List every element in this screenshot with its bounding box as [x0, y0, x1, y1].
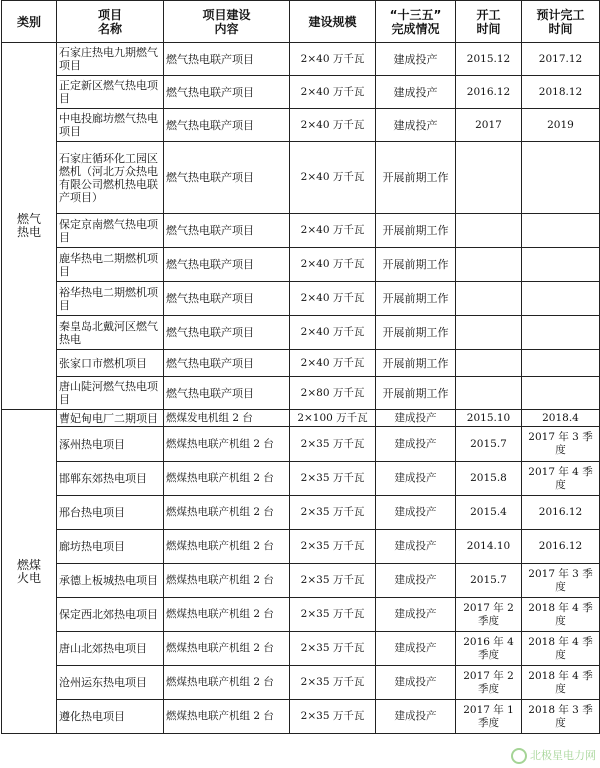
project-name-cell: 唐山北郊热电项目 — [57, 632, 164, 666]
finish-time-cell: 2016.12 — [522, 530, 600, 564]
finish-time-cell — [522, 142, 600, 214]
project-name-cell: 沧州运东热电项目 — [57, 666, 164, 700]
table-row — [2, 350, 600, 377]
category-coal-cell: 燃煤 火电 — [2, 410, 57, 734]
table-row — [2, 43, 600, 76]
watermark-text: 北极星电力网 — [530, 749, 596, 762]
project-status-cell: 开展前期工作 — [376, 316, 456, 350]
project-status-cell: 建成投产 — [376, 530, 456, 564]
table-row — [2, 76, 600, 109]
finish-time-cell: 2017 年 3 季度 — [522, 564, 600, 598]
finish-time-cell — [522, 316, 600, 350]
project-content-cell: 燃煤热电联产机组 2 台 — [164, 462, 290, 496]
project-scale-cell: 2×40 万千瓦 — [290, 282, 376, 316]
project-status-cell: 开展前期工作 — [376, 142, 456, 214]
finish-time-cell: 2018 年 3 季度 — [522, 700, 600, 734]
finish-time-cell: 2017 年 3 季度 — [522, 427, 600, 462]
start-time-cell — [456, 142, 522, 214]
project-status-cell: 建成投产 — [376, 109, 456, 142]
start-time-cell: 2015.7 — [456, 564, 522, 598]
project-name-cell: 裕华热电二期燃机项目 — [57, 282, 164, 316]
project-name-cell: 曹妃甸电厂二期项目 — [57, 410, 164, 427]
project-name-cell: 鹿华热电二期燃机项目 — [57, 248, 164, 282]
project-content-cell: 燃煤热电联产机组 2 台 — [164, 700, 290, 734]
project-content-cell: 燃气热电联产项目 — [164, 350, 290, 377]
start-time-cell: 2015.8 — [456, 462, 522, 496]
project-content-cell: 燃气热电联产项目 — [164, 214, 290, 248]
project-scale-cell: 2×35 万千瓦 — [290, 496, 376, 530]
start-time-cell — [456, 248, 522, 282]
project-name-cell: 涿州热电项目 — [57, 427, 164, 462]
project-name-cell: 中电投廊坊燃气热电项目 — [57, 109, 164, 142]
header-row — [2, 1, 600, 43]
table-row — [2, 496, 600, 530]
project-scale-cell: 2×40 万千瓦 — [290, 248, 376, 282]
header-start: 开工 时间 — [456, 1, 522, 43]
project-content-cell: 燃煤热电联产机组 2 台 — [164, 427, 290, 462]
project-content-cell: 燃气热电联产项目 — [164, 76, 290, 109]
start-time-cell: 2016.12 — [456, 76, 522, 109]
project-name-cell: 张家口市燃机项目 — [57, 350, 164, 377]
project-scale-cell: 2×35 万千瓦 — [290, 530, 376, 564]
project-content-cell: 燃气热电联产项目 — [164, 282, 290, 316]
finish-time-cell: 2016.12 — [522, 496, 600, 530]
project-name-cell: 保定京南燃气热电项目 — [57, 214, 164, 248]
project-name-cell: 承德上板城热电项目 — [57, 564, 164, 598]
project-scale-cell: 2×35 万千瓦 — [290, 666, 376, 700]
table-row — [2, 632, 600, 666]
project-scale-cell: 2×40 万千瓦 — [290, 350, 376, 377]
table-row — [2, 462, 600, 496]
header-finish: 预计完工 时间 — [522, 1, 600, 43]
project-status-cell: 开展前期工作 — [376, 377, 456, 410]
project-scale-cell: 2×35 万千瓦 — [290, 598, 376, 632]
project-scale-cell: 2×100 万千瓦 — [290, 410, 376, 427]
finish-time-cell: 2019 — [522, 109, 600, 142]
project-status-cell: 建成投产 — [376, 700, 456, 734]
finish-time-cell: 2018 年 4 季度 — [522, 666, 600, 700]
project-status-cell: 开展前期工作 — [376, 214, 456, 248]
project-content-cell: 燃气热电联产项目 — [164, 142, 290, 214]
start-time-cell — [456, 282, 522, 316]
project-content-cell: 燃气热电联产项目 — [164, 377, 290, 410]
table-row — [2, 410, 600, 427]
project-status-cell: 建成投产 — [376, 43, 456, 76]
project-name-cell: 石家庄热电九期燃气项目 — [57, 43, 164, 76]
project-scale-cell: 2×80 万千瓦 — [290, 377, 376, 410]
project-content-cell: 燃气热电联产项目 — [164, 43, 290, 76]
start-time-cell: 2015.7 — [456, 427, 522, 462]
project-content-cell: 燃煤热电联产机组 2 台 — [164, 632, 290, 666]
table-row — [2, 530, 600, 564]
project-name-cell: 保定西北郊热电项目 — [57, 598, 164, 632]
finish-time-cell — [522, 248, 600, 282]
header-category: 类别 — [2, 1, 57, 43]
project-scale-cell: 2×35 万千瓦 — [290, 564, 376, 598]
table-body — [2, 43, 600, 734]
project-name-cell: 石家庄循环化工园区燃机（河北万众热电有限公司燃机热电联产项目） — [57, 142, 164, 214]
project-name-cell: 秦皇岛北戴河区燃气热电 — [57, 316, 164, 350]
table-row — [2, 248, 600, 282]
project-content-cell: 燃气热电联产项目 — [164, 109, 290, 142]
project-table — [1, 0, 600, 734]
start-time-cell — [456, 350, 522, 377]
project-name-cell: 廊坊热电项目 — [57, 530, 164, 564]
table-row — [2, 214, 600, 248]
finish-time-cell — [522, 214, 600, 248]
project-scale-cell: 2×35 万千瓦 — [290, 462, 376, 496]
table-row — [2, 142, 600, 214]
category-gas-cell: 燃气 热电 — [2, 43, 57, 410]
start-time-cell: 2015.12 — [456, 43, 522, 76]
project-content-cell: 燃煤热电联产机组 2 台 — [164, 564, 290, 598]
project-status-cell: 建成投产 — [376, 666, 456, 700]
header-scale: 建设规模 — [290, 1, 376, 43]
project-scale-cell: 2×40 万千瓦 — [290, 316, 376, 350]
table-row — [2, 316, 600, 350]
project-name-cell: 遵化热电项目 — [57, 700, 164, 734]
start-time-cell: 2014.10 — [456, 530, 522, 564]
start-time-cell: 2017 年 2 季度 — [456, 666, 522, 700]
project-content-cell: 燃气热电联产项目 — [164, 248, 290, 282]
table-row — [2, 564, 600, 598]
project-name-cell: 唐山陡河燃气热电项目 — [57, 377, 164, 410]
project-scale-cell: 2×40 万千瓦 — [290, 43, 376, 76]
project-content-cell: 燃气热电联产项目 — [164, 316, 290, 350]
project-status-cell: 建成投产 — [376, 76, 456, 109]
project-status-cell: 建成投产 — [376, 410, 456, 427]
project-name-cell: 正定新区燃气热电项目 — [57, 76, 164, 109]
start-time-cell — [456, 377, 522, 410]
project-status-cell: 建成投产 — [376, 598, 456, 632]
table-row — [2, 666, 600, 700]
project-content-cell: 燃煤发电机组 2 台 — [164, 410, 290, 427]
header-content: 项目建设 内容 — [164, 1, 290, 43]
project-content-cell: 燃煤热电联产机组 2 台 — [164, 496, 290, 530]
project-scale-cell: 2×35 万千瓦 — [290, 427, 376, 462]
table-row — [2, 700, 600, 734]
project-status-cell: 开展前期工作 — [376, 248, 456, 282]
finish-time-cell: 2017.12 — [522, 43, 600, 76]
watermark — [511, 747, 596, 764]
finish-time-cell: 2018 年 4 季度 — [522, 598, 600, 632]
project-name-cell: 邯郸东郊热电项目 — [57, 462, 164, 496]
table-row — [2, 427, 600, 462]
table-row — [2, 282, 600, 316]
start-time-cell — [456, 214, 522, 248]
project-scale-cell: 2×40 万千瓦 — [290, 109, 376, 142]
start-time-cell: 2017 — [456, 109, 522, 142]
project-status-cell: 建成投产 — [376, 462, 456, 496]
project-status-cell: 建成投产 — [376, 632, 456, 666]
header-status: “十三五” 完成情况 — [376, 1, 456, 43]
project-status-cell: 建成投产 — [376, 564, 456, 598]
finish-time-cell: 2018.4 — [522, 410, 600, 427]
finish-time-cell — [522, 350, 600, 377]
project-name-cell: 邢台热电项目 — [57, 496, 164, 530]
project-status-cell: 开展前期工作 — [376, 282, 456, 316]
project-scale-cell: 2×40 万千瓦 — [290, 142, 376, 214]
finish-time-cell: 2017 年 4 季度 — [522, 462, 600, 496]
finish-time-cell — [522, 282, 600, 316]
project-status-cell: 开展前期工作 — [376, 350, 456, 377]
table-row — [2, 109, 600, 142]
project-status-cell: 建成投产 — [376, 427, 456, 462]
project-scale-cell: 2×40 万千瓦 — [290, 214, 376, 248]
project-status-cell: 建成投产 — [376, 496, 456, 530]
finish-time-cell: 2018.12 — [522, 76, 600, 109]
project-content-cell: 燃煤热电联产机组 2 台 — [164, 666, 290, 700]
project-scale-cell: 2×35 万千瓦 — [290, 700, 376, 734]
start-time-cell: 2016 年 4 季度 — [456, 632, 522, 666]
project-content-cell: 燃煤热电联产机组 2 台 — [164, 530, 290, 564]
header-name: 项目 名称 — [57, 1, 164, 43]
project-content-cell: 燃煤热电联产机组 2 台 — [164, 598, 290, 632]
start-time-cell — [456, 316, 522, 350]
start-time-cell: 2015.4 — [456, 496, 522, 530]
start-time-cell: 2015.10 — [456, 410, 522, 427]
project-scale-cell: 2×40 万千瓦 — [290, 76, 376, 109]
table-row — [2, 377, 600, 410]
start-time-cell: 2017 年 1 季度 — [456, 700, 522, 734]
finish-time-cell — [522, 377, 600, 410]
table-row — [2, 598, 600, 632]
start-time-cell: 2017 年 2 季度 — [456, 598, 522, 632]
watermark-logo-icon — [511, 748, 527, 764]
project-scale-cell: 2×35 万千瓦 — [290, 632, 376, 666]
finish-time-cell: 2018 年 4 季度 — [522, 632, 600, 666]
